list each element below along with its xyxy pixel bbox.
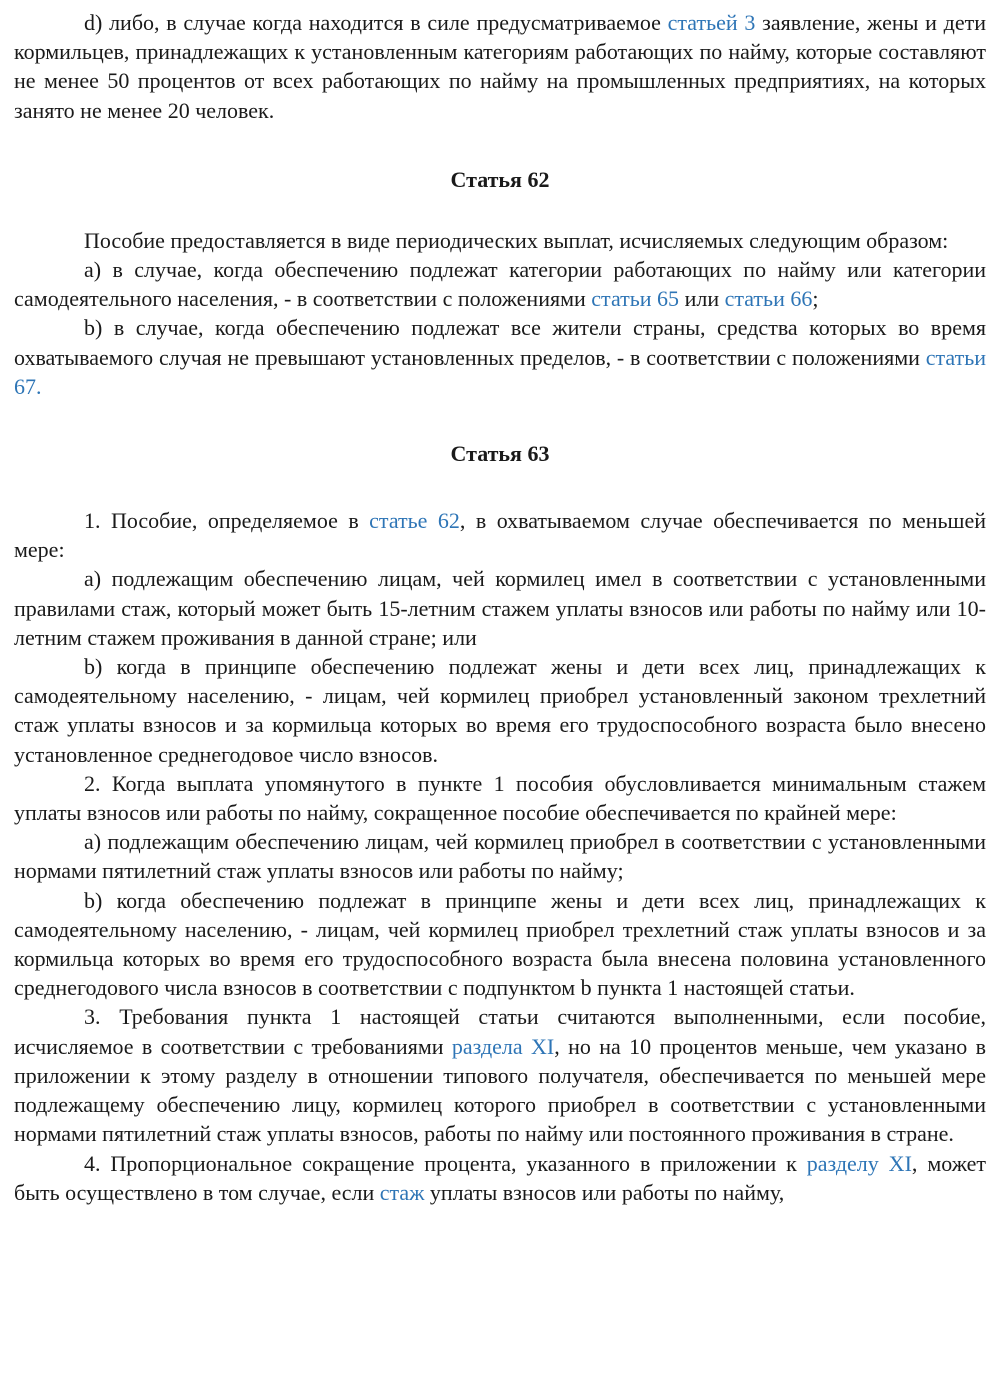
- link-section-11-b[interactable]: разделу XI: [806, 1150, 912, 1176]
- text: или: [679, 286, 725, 312]
- article-63-point-1b: b) когда в принципе обеспечению подлежат жены и дети всех лиц, принадлежащих к самодеятельному населению, - лицам, чей кормилец приобрел установленный законом трехлетний стаж уплаты взносов и за кормильца которых во время его трудоспособного возраста было внесено установленное среднегодовое число взносов.: [14, 654, 986, 767]
- article-63-point-2b: b) когда обеспечению подлежат в принципе жены и дети всех лиц, принадлежащих к самодеятельному населению, - лицам, чей кормилец приобрел трехлетний стаж уплаты взносов и за кормильца которых во время его трудоспособного возраста была внесена половина установленного среднегодового числа взносов в соответствии с подпунктом b пункта 1 настоящей статьи.: [14, 887, 986, 1001]
- link-article-3[interactable]: статьей 3: [667, 10, 756, 35]
- paragraph-d: [14, 8, 986, 125]
- text: , в охватываемом случае обеспечивается по меньшей мере:: [14, 508, 986, 563]
- text: уплаты взносов или работы по найму,: [424, 1179, 785, 1205]
- article-63-point-4: [14, 1149, 986, 1207]
- article-62-item-b: [14, 313, 986, 401]
- text: заявление, жены и дети кормильцев, принадлежащих к установленным категориям работающих по найму, которые составляют не менее 50 процентов от всех работающих по найму на промышленных предприятиях, на которых занято не менее 20 человек.: [14, 10, 987, 123]
- article-63-point-3: [14, 1002, 986, 1148]
- text: a) в случае, когда обеспечению подлежат категории работающих по найму или категории самодеятельного населения, - в соответствии с положениями: [14, 257, 986, 312]
- link-article-62[interactable]: статье 62: [369, 508, 460, 534]
- article-63-point-1: [14, 506, 986, 564]
- article-63-point-1a: a) подлежащим обеспечению лицам, чей кормилец имел в соответствии с установленными правилами стаж, который может быть 15-летним стажем уплаты взносов или работы по найму или 10-летним стажем проживания в данной стране; или: [14, 566, 986, 650]
- article-62-intro: Пособие предоставляется в виде периодических выплат, исчисляемых следующим образом:: [84, 227, 949, 253]
- text: b) в случае, когда обеспечению подлежат все жители страны, средства которых во время охватываемого случая не превышают установленных пределов, - в соответствии с положениями: [14, 315, 986, 370]
- article-63-point-2a: a) подлежащим обеспечению лицам, чей кормилец приобрел в соответствии с установленными нормами пятилетний стаж уплаты взносов или работы по найму;: [14, 829, 986, 884]
- text: 3. Требования пункта 1 настоящей статьи считаются выполненными, если пособие, исчисляемое в соответствии с требованиями: [14, 1004, 986, 1059]
- link-stazh[interactable]: стаж: [379, 1179, 425, 1205]
- text: , но на 10 процентов меньше, чем указано в приложении к этому разделу в отношении типового получателя, обеспечивается по меньшей мере подлежащему обеспечению лицу, кормилец которого приобрел в соответствии с установленными нормами пятилетний стаж уплаты взносов, работы по найму или постоянного проживания в стране.: [14, 1033, 986, 1147]
- link-article-67[interactable]: статьи 67.: [14, 344, 986, 399]
- link-article-65[interactable]: статьи 65: [591, 286, 680, 312]
- text: 1. Пособие, определяемое в: [84, 508, 370, 534]
- link-article-66[interactable]: статьи 66: [724, 286, 813, 312]
- article-63-point-2: 2. Когда выплата упомянутого в пункте 1 пособия обусловливается минимальным стажем уплаты взносов или работы по найму, сокращенное пособие обеспечивается по крайней мере:: [14, 770, 986, 826]
- text: 4. Пропорциональное сокращение процента, указанного в приложении к: [84, 1150, 807, 1176]
- text: d) либо, в случае когда находится в силе предусматриваемое: [84, 10, 668, 35]
- link-section-11[interactable]: раздела XI: [451, 1033, 555, 1059]
- text: , может быть осуществлено в том случае, если: [14, 1150, 986, 1205]
- article-62-heading: Статья 62: [450, 166, 550, 192]
- article-63-heading: Статья 63: [450, 441, 550, 467]
- text: ;: [812, 286, 819, 312]
- article-62-item-a: [14, 255, 986, 313]
